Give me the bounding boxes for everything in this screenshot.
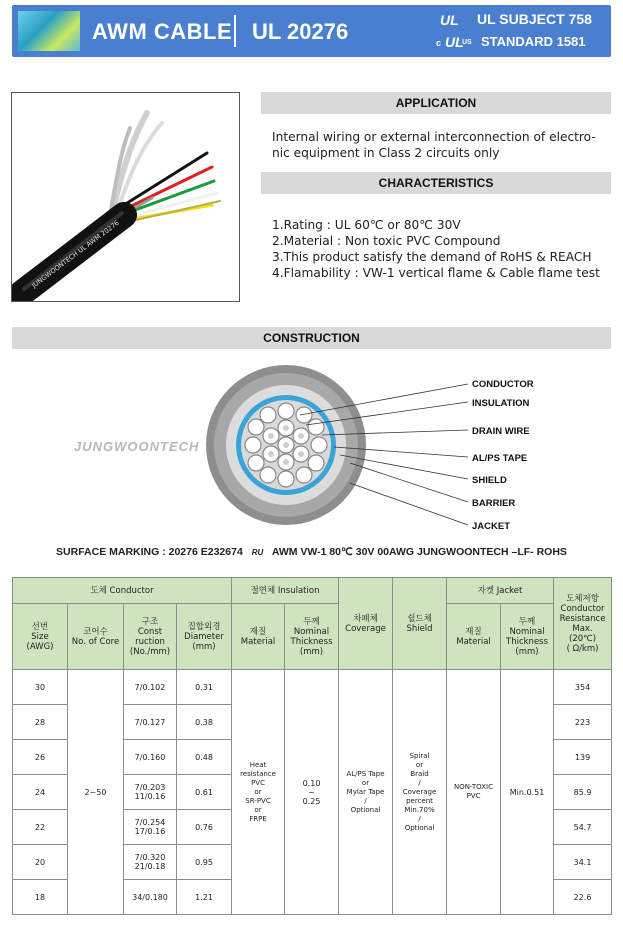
header-ins-thickness: 두께 Nominal Thickness (mm) — [285, 604, 339, 670]
cell-construction: 7/0.254 17/0.16 — [124, 810, 177, 845]
surface-marking-prefix: SURFACE MARKING : 20276 E232674 — [56, 546, 243, 558]
cell-construction: 7/0.102 — [124, 670, 177, 705]
ul-logo-icon: UL — [440, 12, 459, 28]
cul-logo-c: c — [436, 38, 442, 48]
label-jacket: JACKET — [472, 521, 511, 532]
cell-shield: Spiral or Braid / Coverage percent Min.70% / Optional — [393, 670, 447, 915]
ul-subject: UL SUBJECT 758 — [477, 11, 592, 27]
cell-diameter: 0.31 — [177, 670, 232, 705]
cell-construction: 7/0.203 11/0.16 — [124, 775, 177, 810]
cell-diameter: 0.76 — [177, 810, 232, 845]
characteristics-heading: CHARACTERISTICS — [261, 172, 611, 194]
table-row — [13, 670, 612, 705]
characteristic-item: 2.Material : Non toxic PVC Compound — [272, 234, 501, 248]
logo-image — [18, 11, 80, 51]
cell-resistance: 54.7 — [554, 810, 612, 845]
construction-heading: CONSTRUCTION — [12, 327, 611, 349]
cell-size: 30 — [13, 670, 68, 705]
spec-table — [12, 577, 612, 915]
cell-resistance: 34.1 — [554, 845, 612, 880]
characteristic-item: 4.Flamability : VW-1 vertical flame & Cable flame test — [272, 266, 600, 280]
cell-construction: 7/0.160 — [124, 740, 177, 775]
header-size: 선번 Size (AWG) — [13, 604, 68, 670]
cell-construction: 7/0.320 21/0.18 — [124, 845, 177, 880]
characteristic-item: 1.Rating : UL 60℃ or 80℃ 30V — [272, 218, 461, 232]
header-jacket: 자켓 Jacket — [447, 578, 554, 604]
header-jacket-thickness: 두께 Nominal Thickness (mm) — [501, 604, 554, 670]
header-insulation: 절연체 Insulation — [232, 578, 339, 604]
cell-diameter: 0.95 — [177, 845, 232, 880]
cul-logo-us: US — [462, 39, 472, 46]
ru-mark-icon: RU — [251, 548, 264, 557]
cell-construction: 34/0.180 — [124, 880, 177, 915]
cable-print-text: JUNGWOONTECH UL AWM 20276 — [30, 218, 121, 290]
application-line-1: Internal wiring or external interconnection of electro- — [272, 130, 596, 144]
cell-ins-material: Heat resistance PVC or SR-PVC or FRPE — [232, 670, 285, 915]
header-ins-material: 재질 Material — [232, 604, 285, 670]
label-drain-wire: DRAIN WIRE — [472, 426, 530, 437]
header-jacket-material: 재질 Material — [447, 604, 501, 670]
product-code: UL 20276 — [252, 19, 349, 44]
cable-illustration — [12, 93, 239, 301]
surface-marking — [0, 546, 623, 558]
header-diameter: 집합외경 Diameter (mm) — [177, 604, 232, 670]
standard-label: STANDARD 1581 — [481, 34, 586, 49]
header-resistance: 도체저항 Conductor Resistance Max. (20℃) ( Ω/km) — [554, 578, 612, 670]
cell-size: 26 — [13, 740, 68, 775]
cell-resistance: 223 — [554, 705, 612, 740]
application-line-2: nic equipment in Class 2 circuits only — [272, 146, 500, 160]
surface-marking-suffix: AWM VW-1 80℃ 30V 00AWG JUNGWOONTECH –LF- ROHS — [271, 546, 567, 558]
cell-diameter: 0.48 — [177, 740, 232, 775]
cell-diameter: 1.21 — [177, 880, 232, 915]
cell-resistance: 354 — [554, 670, 612, 705]
label-insulation: INSULATION — [472, 398, 530, 409]
watermark-text: JUNGWOONTECH — [74, 439, 200, 454]
cable-photo — [11, 92, 240, 302]
cell-size: 28 — [13, 705, 68, 740]
cul-logo-icon: UL — [445, 34, 464, 50]
cell-ins-thickness: 0.10 ~ 0.25 — [285, 670, 339, 915]
cell-size: 20 — [13, 845, 68, 880]
cell-construction: 7/0.127 — [124, 705, 177, 740]
cell-resistance: 139 — [554, 740, 612, 775]
cell-size: 24 — [13, 775, 68, 810]
label-al-ps-tape: AL/PS TAPE — [472, 453, 528, 464]
cell-resistance: 85.9 — [554, 775, 612, 810]
label-shield: SHIELD — [472, 475, 507, 486]
cell-cores: 2~50 — [68, 670, 124, 915]
cell-jacket-thickness: Min.0.51 — [501, 670, 554, 915]
cell-diameter: 0.61 — [177, 775, 232, 810]
characteristic-item: 3.This product satisfy the demand of RoHS & REACH — [272, 250, 592, 264]
cell-diameter: 0.38 — [177, 705, 232, 740]
header-cores: 코어수 No. of Core — [68, 604, 124, 670]
header-banner — [12, 5, 611, 57]
cell-resistance: 22.6 — [554, 880, 612, 915]
header-conductor: 도체 Conductor — [13, 578, 232, 604]
header-construction: 구조 Const ruction (No./mm) — [124, 604, 177, 670]
cell-coverage: AL/PS Tape or Mylar Tape / Optional — [339, 670, 393, 915]
cell-size: 22 — [13, 810, 68, 845]
label-barrier: BARRIER — [472, 498, 516, 509]
cross-section-diagram — [0, 355, 623, 540]
application-heading: APPLICATION — [261, 92, 611, 114]
header-shield: 쉴드체 Shield — [393, 578, 447, 670]
page-title: AWM CABLE — [92, 19, 233, 44]
cell-size: 18 — [13, 880, 68, 915]
header-coverage: 차폐체 Coverage — [339, 578, 393, 670]
cell-jacket-material: NON-TOXIC PVC — [447, 670, 501, 915]
label-conductor: CONDUCTOR — [472, 379, 534, 390]
title-divider — [234, 15, 236, 47]
